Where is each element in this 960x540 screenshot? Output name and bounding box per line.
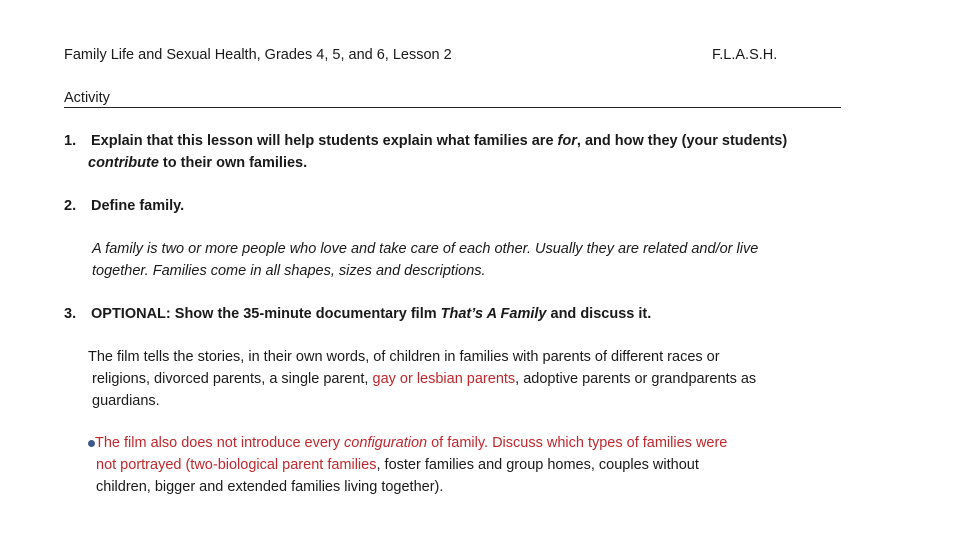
- item-3-text-a: OPTIONAL: Show the 35-minute documentary film: [91, 306, 441, 322]
- item-1-em-contribute: contribute: [88, 155, 159, 171]
- section-heading: [64, 90, 841, 108]
- film-para-line-2-b: , adoptive parents or grandparents as: [515, 371, 757, 387]
- bullet-line-2-red: not portrayed (two-biological parent families: [96, 457, 377, 473]
- family-definition-line-2: together. Families come in all shapes, sizes and descriptions.: [92, 263, 486, 279]
- item-3-line: [91, 306, 651, 322]
- bullet-line-3: children, bigger and extended families living together).: [96, 479, 444, 495]
- item-1-em-for: for: [557, 133, 577, 149]
- item-1-line-2: [88, 155, 307, 171]
- bullet-dot-icon: [88, 440, 95, 447]
- film-para-line-2: [92, 368, 756, 390]
- section-title: Activity: [64, 90, 110, 106]
- item-2-number: 2.: [64, 198, 77, 214]
- item-1-text-a: Explain that this lesson will help students explain what families are: [91, 133, 558, 149]
- film-para-line-2-a: religions, divorced parents, a single parent,: [92, 371, 373, 387]
- bullet-line-2-b: , foster families and group homes, couples without: [376, 457, 699, 473]
- film-title: That’s A Family: [440, 306, 547, 322]
- brand-name: F.L.A.S.H.: [712, 47, 778, 63]
- item-1-text-b: , and how they (your students): [576, 133, 788, 149]
- bullet-line-1-a: The film also does not introduce every: [95, 435, 345, 451]
- item-2-text: Define family.: [91, 198, 185, 214]
- item-3-number: 3.: [64, 306, 77, 322]
- bullet-line-1-b: of family. Discuss which types of families were: [427, 435, 728, 451]
- bullet-line-2: [96, 454, 699, 476]
- film-para-highlight: gay or lesbian parents: [372, 371, 516, 387]
- item-1-line-1: [91, 133, 787, 149]
- bullet-line-1: [95, 432, 727, 454]
- bullet-em-configuration: configuration: [344, 435, 428, 451]
- film-para-line-3: guardians.: [92, 393, 160, 409]
- course-title: Family Life and Sexual Health, Grades 4, 5, and 6, Lesson 2: [64, 47, 452, 63]
- family-definition-line-1: A family is two or more people who love and take care of each other. Usually they are related and/or live: [92, 241, 759, 257]
- item-1-text-c: to their own families.: [158, 155, 308, 171]
- item-3-text-b: and discuss it.: [546, 306, 652, 322]
- film-para-line-1: The film tells the stories, in their own words, of children in families with parents of different races or: [88, 349, 720, 365]
- item-1-number: 1.: [64, 133, 77, 149]
